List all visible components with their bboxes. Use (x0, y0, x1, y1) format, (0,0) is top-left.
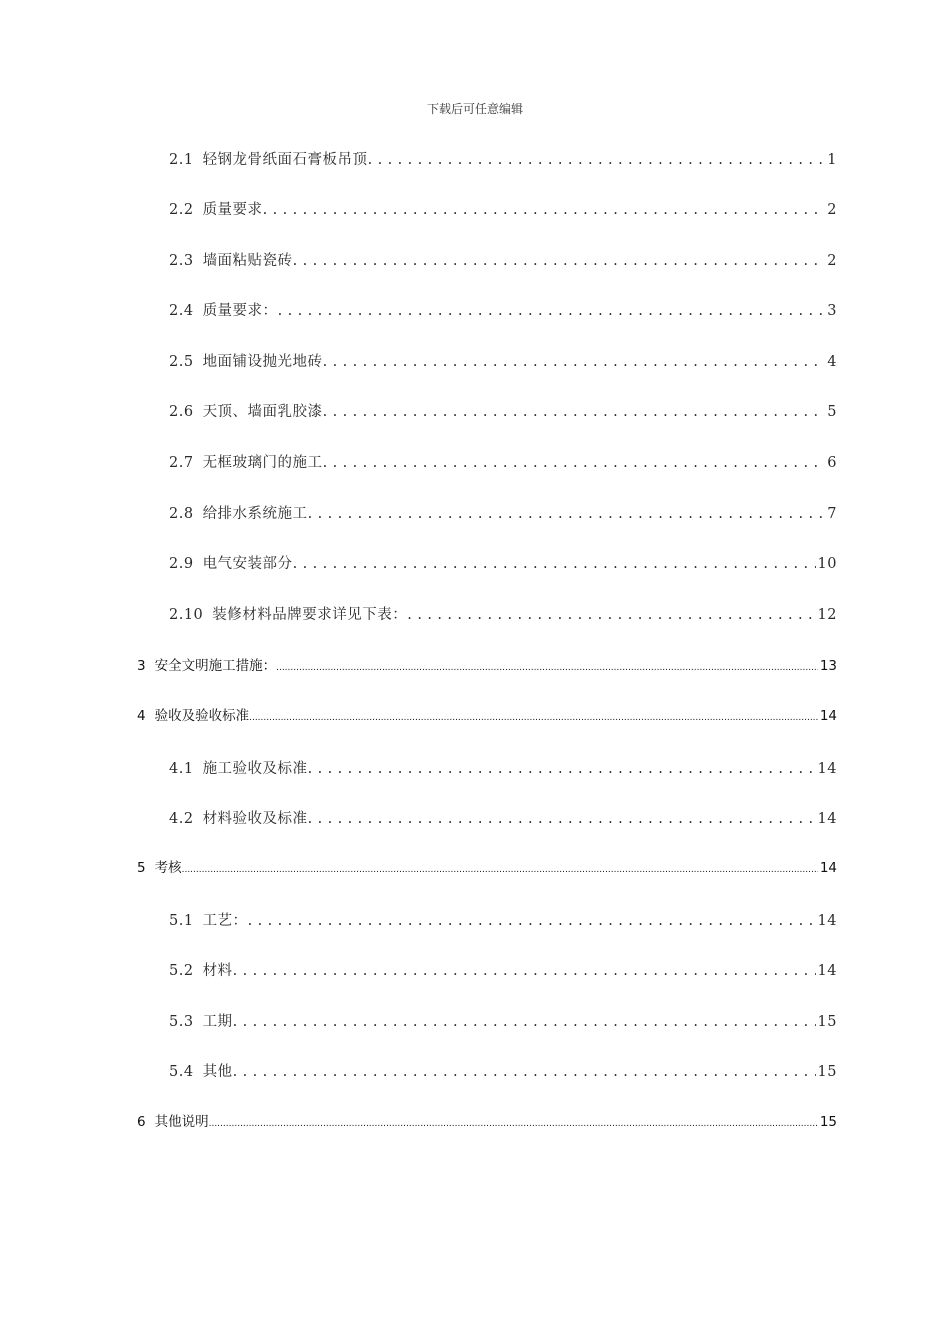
toc-entry-title: 地面铺设抛光地砖 (202, 354, 323, 370)
toc-entry-page: 14 (817, 913, 837, 929)
toc-entry-page: 7 (827, 506, 837, 522)
toc-entry-title: 轻钢龙骨纸面石膏板吊顶 (202, 152, 368, 168)
toc-entry-page: 14 (817, 963, 837, 979)
toc-entry-page: 14 (819, 860, 837, 876)
toc-entry-page: 2 (827, 253, 837, 269)
toc-dot-leader (233, 1009, 816, 1035)
toc-entry-number: 2.10 (169, 607, 204, 623)
toc-entry-number: 6 (137, 1114, 146, 1130)
toc-entry-2-5[interactable] (169, 349, 837, 375)
toc-entry-title: 质量要求 (202, 202, 263, 218)
toc-entry-page: 15 (817, 1014, 837, 1030)
toc-entry-number: 2.8 (169, 506, 194, 522)
toc-entry-page: 14 (817, 811, 837, 827)
toc-dot-leader (249, 703, 818, 729)
toc-entry-6[interactable] (137, 1109, 837, 1135)
toc-entry-title: 墙面粘贴瓷砖 (202, 253, 293, 269)
toc-entry-title: 工艺： (202, 913, 248, 929)
toc-entry-number: 2.7 (169, 455, 194, 471)
toc-entry-number: 2.6 (169, 404, 194, 420)
toc-entry-title: 装修材料品牌要求详见下表： (212, 607, 408, 623)
toc-entry-number: 2.3 (169, 253, 194, 269)
toc-dot-leader (293, 248, 826, 274)
toc-dot-leader (248, 908, 816, 934)
toc-entry-3[interactable] (137, 653, 837, 679)
toc-dot-leader (407, 602, 815, 628)
toc-entry-2-9[interactable] (169, 551, 837, 577)
toc-entry-title: 施工验收及标准 (202, 761, 308, 777)
toc-entry-title: 材料验收及标准 (202, 811, 308, 827)
toc-entry-number: 2.5 (169, 354, 194, 370)
toc-entry-4-1[interactable] (169, 756, 837, 782)
toc-entry-5-3[interactable] (169, 1009, 837, 1035)
toc-entry-page: 5 (827, 404, 837, 420)
toc-entry-page: 10 (817, 556, 837, 572)
toc-entry-2-7[interactable] (169, 450, 837, 476)
toc-entry-title: 安全文明施工措施： (154, 658, 277, 674)
toc-entry-number: 5 (137, 860, 146, 876)
toc-entry-page: 4 (827, 354, 837, 370)
toc-entry-2-10[interactable] (169, 602, 837, 628)
toc-entry-title: 给排水系统施工 (202, 506, 308, 522)
toc-entry-number: 4.1 (169, 761, 194, 777)
toc-dot-leader (308, 806, 816, 832)
toc-entry-title: 无框玻璃门的施工 (202, 455, 323, 471)
toc-entry-2-4[interactable] (169, 298, 837, 324)
toc-entry-page: 12 (817, 607, 837, 623)
toc-entry-number: 4 (137, 708, 146, 724)
toc-entry-number: 2.2 (169, 202, 194, 218)
toc-entry-title: 工期 (202, 1014, 233, 1030)
toc-entry-2-8[interactable] (169, 501, 837, 527)
toc-entry-page: 14 (819, 708, 837, 724)
toc-entry-number: 4.2 (169, 811, 194, 827)
toc-entry-2-6[interactable] (169, 399, 837, 425)
toc-dot-leader (323, 349, 826, 375)
toc-entry-title: 材料 (202, 963, 233, 979)
toc-entry-2-2[interactable] (169, 197, 837, 223)
toc-entry-4-2[interactable] (169, 806, 837, 832)
toc-entry-page: 2 (827, 202, 837, 218)
toc-dot-leader (323, 450, 826, 476)
toc-dot-leader (278, 298, 826, 324)
toc-dot-leader (323, 399, 826, 425)
toc-dot-leader (182, 855, 818, 881)
toc-entry-title: 电气安装部分 (202, 556, 293, 572)
toc-entry-5-4[interactable] (169, 1059, 837, 1085)
toc-entry-title: 验收及验收标准 (154, 708, 250, 724)
toc-entry-number: 2.4 (169, 303, 194, 319)
toc-entry-number: 5.1 (169, 913, 194, 929)
toc-entry-page: 14 (817, 761, 837, 777)
toc-entry-number: 3 (137, 658, 146, 674)
toc-dot-leader (233, 1059, 816, 1085)
toc-dot-leader (209, 1109, 818, 1135)
toc-entry-page: 15 (817, 1064, 837, 1080)
toc-entry-number: 2.1 (169, 152, 194, 168)
toc-entry-page: 13 (819, 658, 837, 674)
toc-entry-title: 其他 (202, 1064, 233, 1080)
toc-dot-leader (276, 653, 818, 679)
toc-entry-title: 考核 (154, 860, 182, 876)
toc-entry-5-2[interactable] (169, 958, 837, 984)
toc-entry-title: 其他说明 (154, 1114, 209, 1130)
toc-entry-number: 5.2 (169, 963, 194, 979)
toc-dot-leader (233, 958, 816, 984)
toc-entry-title: 质量要求： (202, 303, 278, 319)
toc-entry-number: 5.3 (169, 1014, 194, 1030)
page-header: 下载后可任意编辑 (426, 102, 523, 116)
toc-dot-leader (293, 551, 816, 577)
toc-entry-5[interactable] (137, 855, 837, 881)
toc-entry-page: 15 (819, 1114, 837, 1130)
toc-entry-4[interactable] (137, 703, 837, 729)
toc-dot-leader (368, 147, 826, 173)
toc-entry-number: 2.9 (169, 556, 194, 572)
toc-entry-2-1[interactable] (169, 147, 837, 173)
toc-entry-title: 天顶、墙面乳胶漆 (202, 404, 323, 420)
toc-entry-page: 1 (827, 152, 837, 168)
toc-entry-page: 3 (827, 303, 837, 319)
toc-dot-leader (263, 197, 826, 223)
toc-entry-page: 6 (827, 455, 837, 471)
toc-entry-5-1[interactable] (169, 908, 837, 934)
toc-entry-2-3[interactable] (169, 248, 837, 274)
toc-dot-leader (308, 756, 816, 782)
toc-dot-leader (308, 501, 826, 527)
toc-entry-number: 5.4 (169, 1064, 194, 1080)
